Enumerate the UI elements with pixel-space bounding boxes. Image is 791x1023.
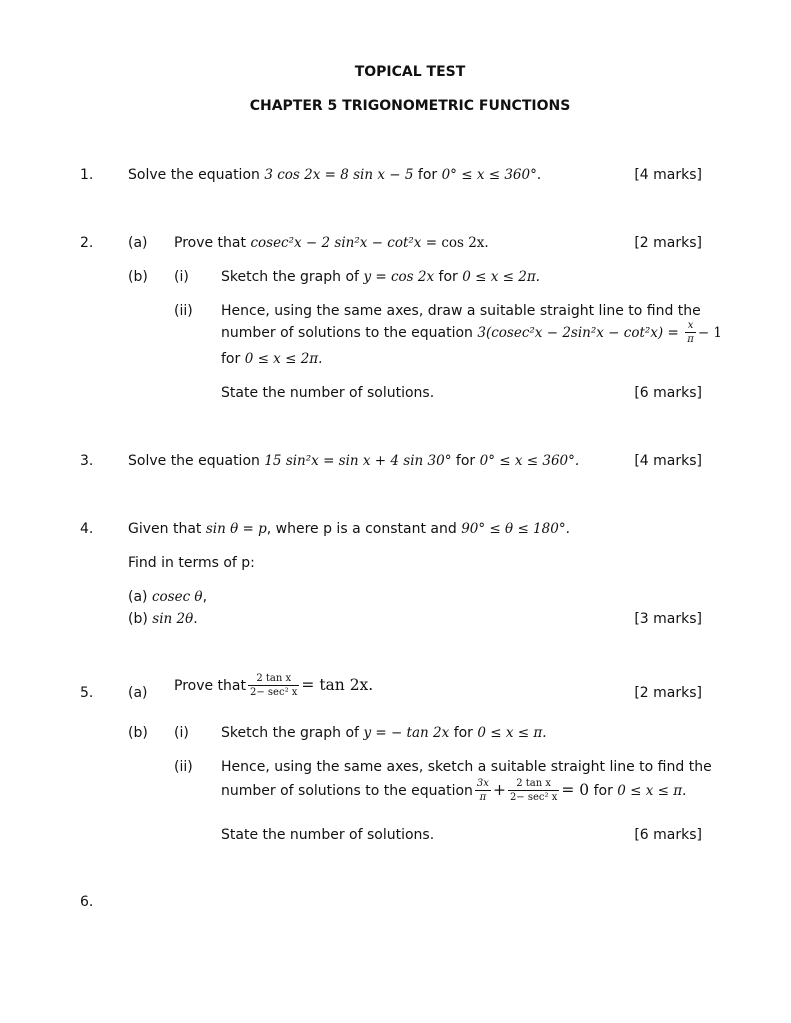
- q2-part-b-label: (b): [128, 269, 148, 285]
- q5-part-a-marks: [2 marks]: [634, 685, 702, 701]
- question-3-text: [128, 453, 579, 469]
- q2bii-intro: number of solutions to the equation: [221, 325, 473, 341]
- q1-range-prefix: for: [417, 167, 438, 183]
- q4-intro: Given that: [128, 521, 202, 537]
- q2bii-range: 0 ≤ x ≤ 2π.: [244, 351, 323, 367]
- question-2-marks: [6 marks]: [634, 385, 702, 401]
- q5bii-frac2-num: 2 tan x: [516, 778, 552, 789]
- question-6-number: 6.: [80, 894, 94, 910]
- q2-part-a-text: [174, 235, 489, 251]
- q4-range: 90° ≤ θ ≤ 180°.: [461, 521, 570, 537]
- q2-part-bii-label: (ii): [174, 303, 193, 319]
- question-1-marks: [4 marks]: [634, 167, 702, 183]
- q5bi-range-prefix: for: [453, 725, 473, 741]
- question-1-text: [128, 167, 541, 183]
- question-2-number: 2.: [80, 235, 94, 251]
- q5-part-a-label: (a): [128, 685, 148, 701]
- q5-part-bi-text: [221, 725, 547, 741]
- q4b-tail: .: [193, 611, 198, 627]
- q5a-frac-num: 2 tan x: [256, 673, 292, 684]
- q2bii-equation-tail: − 1: [697, 325, 723, 341]
- q2bi-range: 0 ≤ x ≤ 2π.: [462, 269, 540, 285]
- q2a-equation-rhs: cos 2x.: [441, 235, 489, 251]
- q2-part-bii-line1: Hence, using the same axes, draw a suitable straight line to find the: [221, 303, 701, 319]
- q2-part-bi-label: (i): [174, 269, 189, 285]
- q5bii-fraction-2: [508, 778, 559, 804]
- q2-part-bii-line3: [221, 351, 322, 367]
- q5bii-frac1-num: 3x: [476, 778, 489, 789]
- q5bi-equation: y = − tan 2x: [363, 725, 450, 741]
- question-5-marks: [6 marks]: [634, 827, 702, 843]
- page-subtitle: CHAPTER 5 TRIGONOMETRIC FUNCTIONS: [249, 98, 571, 114]
- q5-part-bii-label: (ii): [174, 759, 193, 775]
- page-title: TOPICAL TEST: [354, 64, 466, 80]
- q2bii-equation-lhs: 3(cosec²x − 2sin²x − cot²x) =: [477, 325, 679, 341]
- q5a-fraction: [248, 673, 299, 699]
- q2a-intro: Prove that: [174, 235, 246, 251]
- q2bii-fraction: [685, 320, 696, 346]
- q5-part-bii-line1: Hence, using the same axes, sketch a suitable straight line to find the: [221, 759, 712, 775]
- q5bii-intro: number of solutions to the equation: [221, 783, 473, 799]
- question-1-number: 1.: [80, 167, 94, 183]
- question-4-number: 4.: [80, 521, 94, 537]
- q2bii-range-prefix: for: [221, 351, 241, 367]
- q4a-tail: ,: [202, 589, 208, 605]
- q5bii-rhs: = 0: [561, 781, 590, 799]
- q5bi-intro: Sketch the graph of: [221, 725, 359, 741]
- q4-given: sin θ = p: [205, 521, 267, 537]
- question-4-text: [128, 521, 570, 537]
- q1-equation: 3 cos 2x = 8 sin x − 5: [264, 167, 414, 183]
- q5-part-a-text: [174, 673, 373, 699]
- q5bii-frac2-den: 2− sec² x: [509, 792, 558, 803]
- question-3-number: 3.: [80, 453, 94, 469]
- q5bii-range: 0 ≤ x ≤ π.: [617, 783, 687, 799]
- question-4-marks: [3 marks]: [634, 611, 702, 627]
- q3-range-prefix: for: [455, 453, 476, 469]
- q4-middle: , where p is a constant and: [266, 521, 457, 537]
- q3-range: 0° ≤ x ≤ 360°.: [479, 453, 580, 469]
- q2bii-frac-num: x: [687, 320, 694, 331]
- q4b-expression: sin 2θ: [152, 611, 194, 627]
- q2a-equation-lhs: cosec²x − 2 sin²x − cot²x =: [250, 235, 442, 251]
- q5a-frac-den: 2− sec² x: [250, 687, 298, 698]
- q5bii-range-prefix: for: [593, 783, 613, 799]
- question-5-number: 5.: [80, 685, 94, 701]
- q4b-label: (b): [128, 611, 148, 627]
- q1-intro: Solve the equation: [128, 167, 260, 183]
- q4a-expression: cosec θ: [151, 589, 203, 605]
- q5a-intro: Prove that: [174, 678, 246, 694]
- q5-part-b-label: (b): [128, 725, 148, 741]
- q5-part-bii-line2: [221, 778, 686, 804]
- q5-part-bi-label: (i): [174, 725, 189, 741]
- q2bi-intro: Sketch the graph of: [221, 269, 359, 285]
- q4-part-b: [128, 611, 198, 627]
- q3-intro: Solve the equation: [128, 453, 260, 469]
- q4-part-a: [128, 589, 207, 605]
- q5bii-plus: +: [492, 781, 506, 799]
- q4a-label: (a): [128, 589, 148, 605]
- q3-equation: 15 sin²x = sin x + 4 sin 30°: [264, 453, 452, 469]
- question-3-marks: [4 marks]: [634, 453, 702, 469]
- q5bi-range: 0 ≤ x ≤ π.: [477, 725, 547, 741]
- q4-find-line: Find in terms of p:: [128, 555, 255, 571]
- q5bii-frac1-den: π: [479, 792, 487, 803]
- q2-part-bii-line2: [221, 320, 722, 346]
- q2-part-bi-text: [221, 269, 540, 285]
- q2-state-line: State the number of solutions.: [221, 385, 435, 401]
- q2-part-a-marks: [2 marks]: [634, 235, 702, 251]
- q5bii-fraction-1: [475, 778, 491, 804]
- q1-range: 0° ≤ x ≤ 360°.: [441, 167, 542, 183]
- q2-part-a-label: (a): [128, 235, 148, 251]
- q2bi-equation: y = cos 2x: [363, 269, 435, 285]
- q2bii-frac-den: π: [687, 334, 694, 345]
- q2bi-range-prefix: for: [438, 269, 458, 285]
- q5-state-line: State the number of solutions.: [221, 827, 435, 843]
- q5a-rhs: = tan 2x.: [301, 676, 374, 694]
